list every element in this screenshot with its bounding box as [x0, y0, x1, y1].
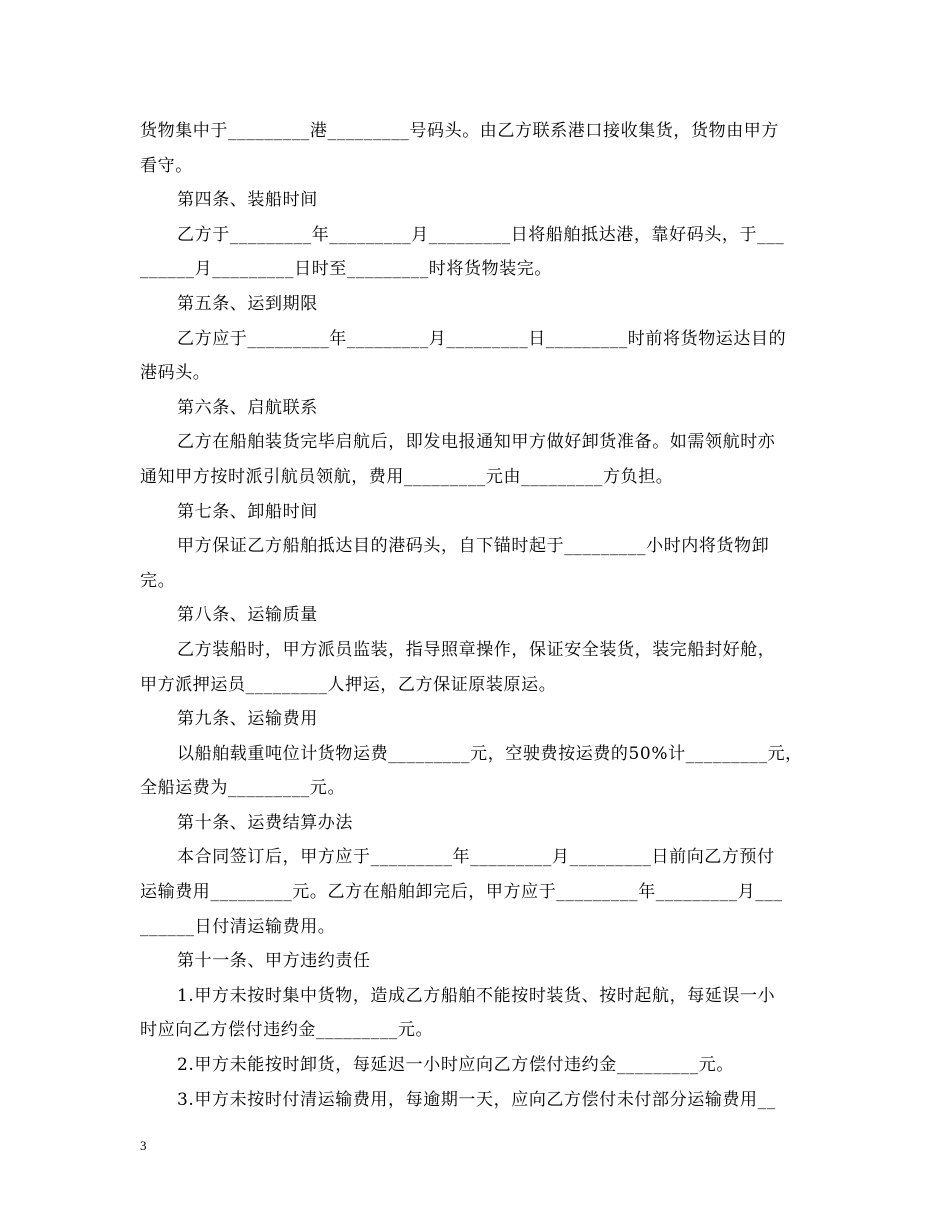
text-line: 2.甲方未能按时卸货，每延迟一小时应向乙方偿付违约金_________元。 [177, 1055, 734, 1076]
text-line: 本合同签订后，甲方应于_________年_________月_________日前向乙方预付 [177, 847, 775, 868]
text-line: 第五条、运到期限 [177, 293, 318, 314]
text-line: 乙方应于_________年_________月_________日_________时前将货物运达目的 [177, 328, 787, 349]
text-line: 第十条、运费结算办法 [177, 812, 353, 833]
text-line: 第六条、启航联系 [177, 397, 318, 418]
text-line: 乙方装船时，甲方派员监装，指导照章操作，保证安全装货，装完船封好舱， [177, 639, 776, 660]
text-line: 1.甲方未按时集中货物，造成乙方船舶不能按时装货、按时起航，每延误一小 [177, 985, 776, 1006]
text-line: 港码头。 [140, 363, 211, 384]
text-line: 乙方在船舶装货完毕启航后，即发电报通知甲方做好卸货准备。如需领航时亦 [177, 432, 776, 453]
text-line: ______日付清运输费用。 [140, 916, 336, 937]
text-line: 第七条、卸船时间 [177, 501, 318, 522]
page-number: 3 [140, 1138, 147, 1153]
text-line: 通知甲方按时派引航员领航，费用_________元由_________方负担。 [140, 466, 674, 487]
text-line: ______月_________日时至_________时将货物装完。 [140, 259, 552, 280]
text-line: 甲方保证乙方船舶抵达目的港码头，自下锚时起于_________小时内将货物卸 [177, 536, 770, 557]
text-line: 运输费用_________元。乙方在船舶卸完后，甲方应于_________年_________月___ [140, 882, 783, 903]
text-line: 第八条、运输质量 [177, 605, 318, 626]
text-line: 乙方于_________年_________月_________日将船舶抵达港，靠好码头，于___ [177, 224, 785, 245]
text-line: 第九条、运输费用 [177, 709, 318, 730]
text-line: 以船舶载重吨位计货物运费_________元，空驶费按运费的50%计_________元， [177, 743, 803, 764]
text-line: 甲方派押运员_________人押运，乙方保证原装原运。 [140, 674, 557, 695]
text-line: 第四条、装船时间 [177, 190, 318, 211]
text-line: 看守。 [140, 155, 193, 176]
text-line: 3.甲方未按时付清运输费用，每逾期一天，应向乙方偿付未付部分运输费用__ [177, 1089, 776, 1110]
text-line: 时应向乙方偿付违约金_________元。 [140, 1020, 434, 1041]
text-line: 全船运费为_________元。 [140, 778, 346, 799]
document-body [140, 114, 820, 1117]
text-line: 第十一条、甲方违约责任 [177, 951, 371, 972]
text-line: 完。 [140, 570, 176, 591]
text-line: 货物集中于_________港_________号码头。由乙方联系港口接收集货，货物由甲方 [140, 121, 779, 141]
